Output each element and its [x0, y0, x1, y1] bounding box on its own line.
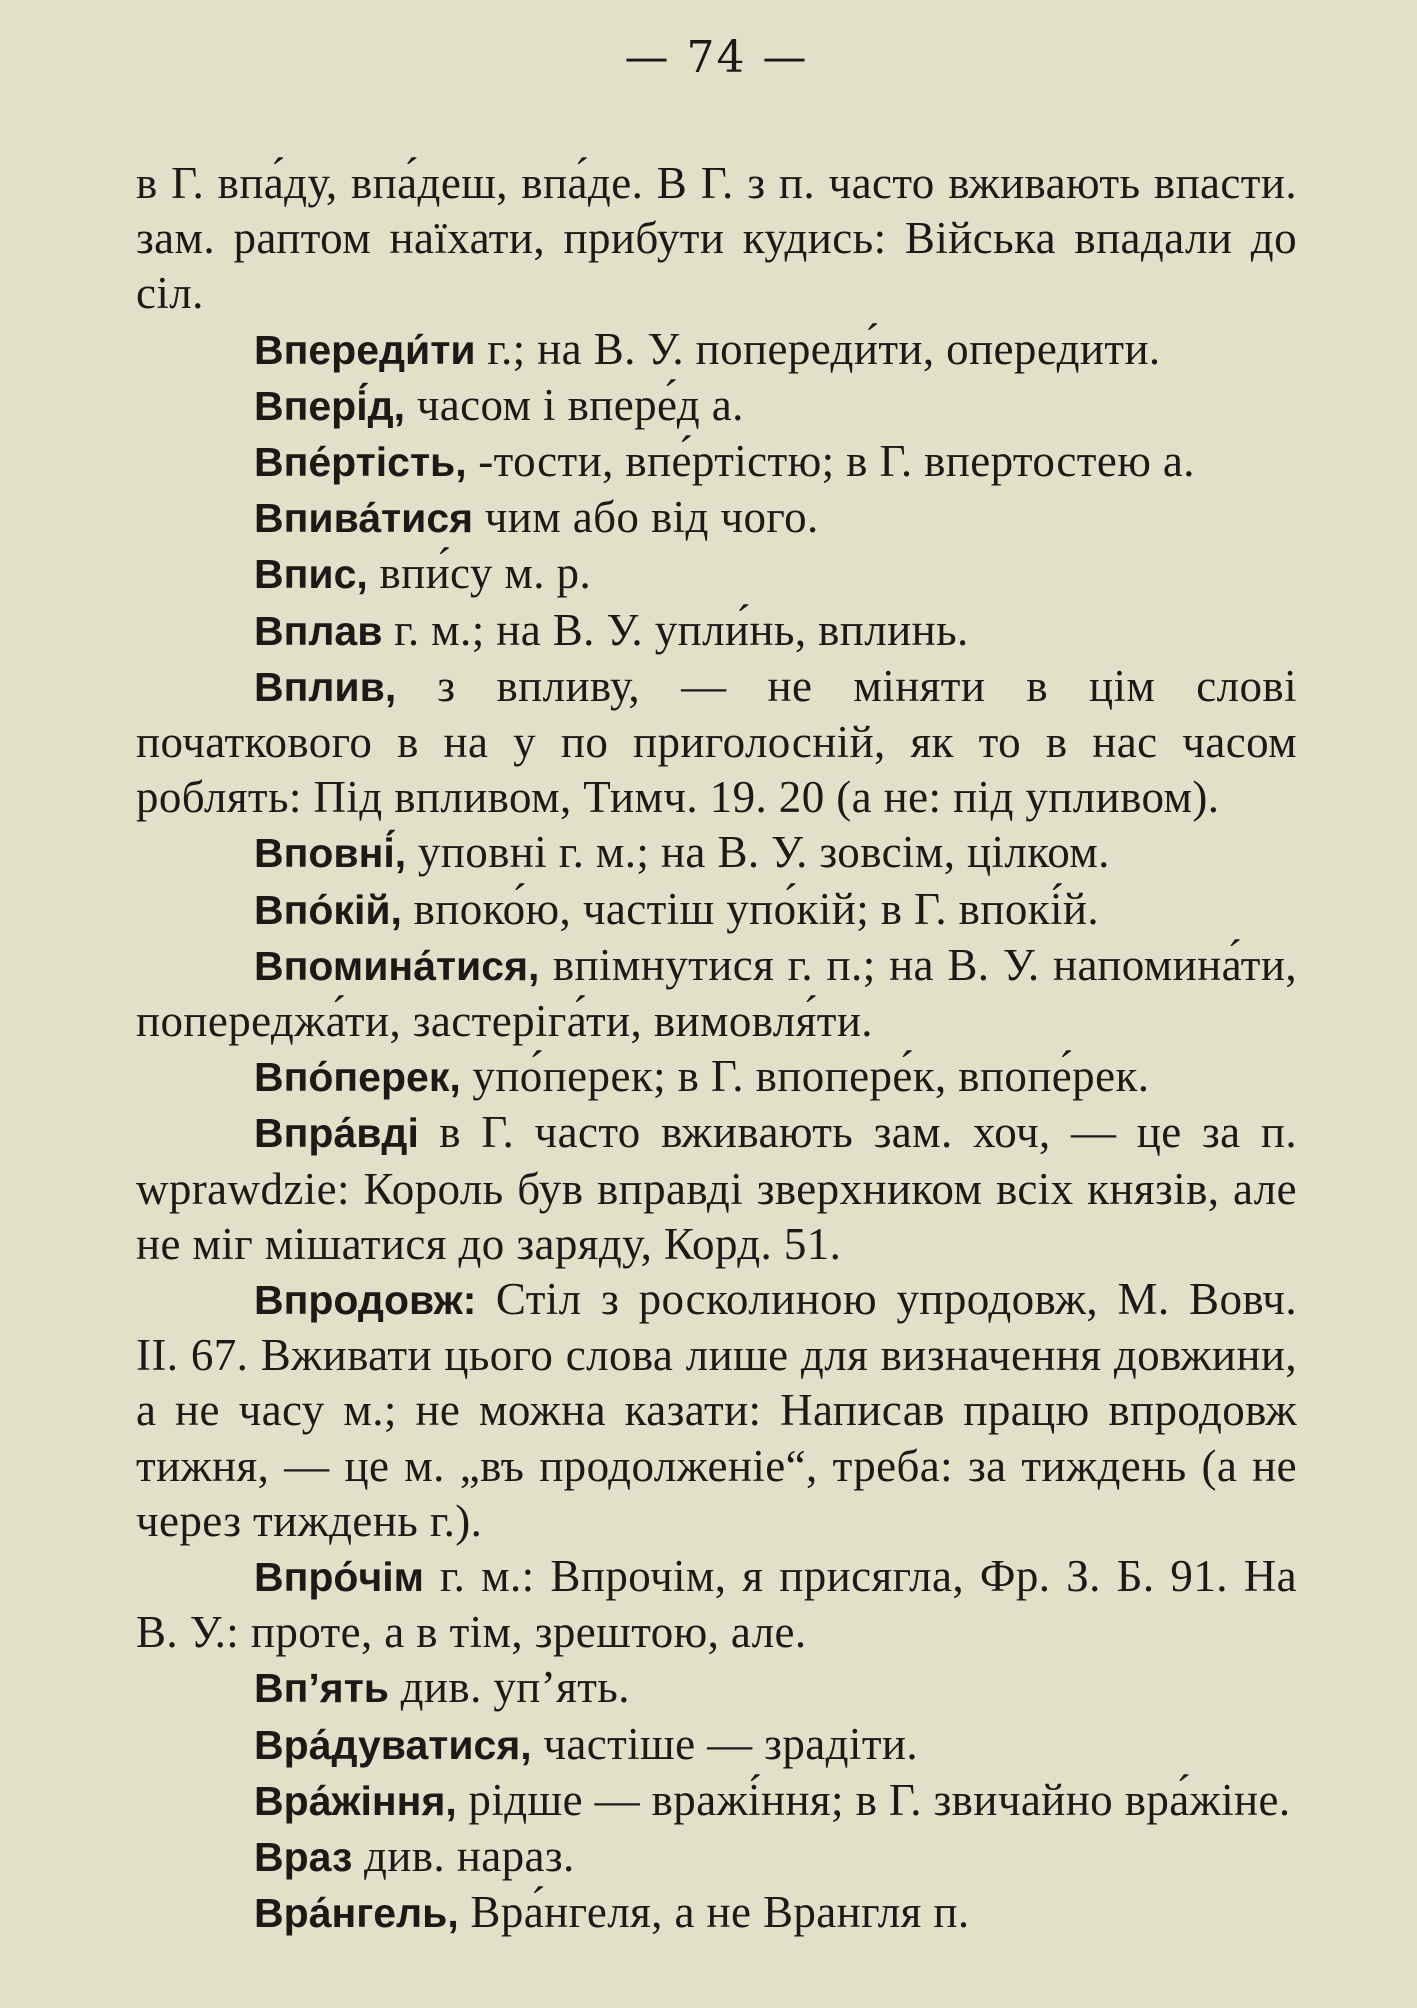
entry-text: Вра́нгеля, а не Врангля п. [470, 1887, 970, 1938]
entry-headword: Впива́тися [254, 495, 474, 542]
entry-headword: Вповні́, [254, 830, 407, 877]
entry-headword: Впо́перек, [254, 1054, 461, 1101]
entry-headword: Впе́ртість, [254, 439, 467, 486]
dictionary-entry [136, 1549, 1297, 1660]
entry-text: г.; на В. У. попереди́ти, опередити. [487, 323, 1161, 374]
entry-headword: Впро́чім [254, 1554, 424, 1601]
dictionary-entry [136, 1717, 1297, 1773]
entry-text: див. уп’ять. [400, 1662, 630, 1713]
entry-text: частіше — зрадіти. [543, 1718, 919, 1769]
dictionary-entry [136, 546, 1297, 602]
entry-headword: Вра́жіння, [254, 1777, 457, 1824]
entry-text: див. нараз. [364, 1831, 575, 1882]
dictionary-entry [136, 1829, 1297, 1885]
dictionary-entry [136, 490, 1297, 546]
entry-headword: Вплив, [254, 663, 397, 710]
entry-headword: Вра́нгель, [254, 1890, 459, 1937]
entry-text: впи́су м. р. [379, 548, 592, 599]
entry-text: -тости, впе́ртістю; в Г. впертостею а. [478, 436, 1195, 487]
page-number: — 74 — [624, 32, 809, 83]
dictionary-entry [136, 1049, 1297, 1105]
dictionary-entry [136, 1773, 1297, 1829]
dictionary-entry [136, 1885, 1297, 1941]
dictionary-entry [136, 378, 1297, 434]
entry-text: г. м.: Впрочім, я присягла, Фр. З. Б. 91. На В. У.: проте, а в тім, зрештою, але. [136, 1551, 1297, 1658]
entry-headword: Впис, [254, 551, 368, 598]
entry-headword: Вплав [254, 607, 383, 654]
dictionary-entry [136, 659, 1297, 826]
entry-headword: Впомина́тися, [254, 942, 540, 989]
entry-headword: Впереди́ти [254, 326, 476, 373]
entry-text: рідше — вражі́ння; в Г. звичайно вра́жіне. [468, 1774, 1291, 1825]
entry-text: впімнутися г. п.; на В. У. напомина́ти, попереджа́ти, застеріга́ти, вимовля́ти. [136, 939, 1298, 1047]
dictionary-entry [136, 938, 1297, 1049]
dictionary-entry [136, 1105, 1297, 1272]
entry-text: Стіл з росколиною упродовж, М. Вовч. II. 67. Вживати цього слова лише для визначення довжини, а не часу м.; не можна казати: Написав працю впродовж тижня, — це м. „въ продолженіе“, треба: за тиждень (а не через тиждень г.). [136, 1274, 1297, 1546]
entry-headword: Враз [254, 1834, 353, 1881]
entry-headword: Впо́кій, [254, 886, 402, 933]
entry-headword: Впродовж: [254, 1277, 477, 1324]
dictionary-entry [136, 603, 1297, 659]
entry-continuation [136, 156, 1297, 322]
entry-headword: Вра́дуватися, [254, 1721, 532, 1768]
entry-text: г. м.; на В. У. упли́нь, вплинь. [394, 604, 969, 655]
entry-text: упо́перек; в Г. впопере́к, впопе́рек. [472, 1051, 1150, 1102]
entry-text: впоко́ю, частіш упо́кій; в Г. впокі́й. [413, 883, 1100, 934]
entry-text: в Г. часто вживають зам. хоч, — це за п. wprawdzie: Король був вправді зверхником всіх князів, але не міг мішатися до заряду, Корд. 51. [136, 1107, 1297, 1269]
dictionary-entry [136, 1272, 1297, 1549]
entry-text: в Г. впа́ду, впа́деш, впа́де. В Г. з п. часто вживають впасти. зам. раптом наїхати, прибути кудись: Війська впадали до сіл. [136, 158, 1297, 319]
entry-text: чим або від чого. [484, 492, 819, 543]
entry-headword: Вп’ять [254, 1665, 389, 1712]
entry-text: часом і впере́д а. [416, 379, 744, 430]
dictionary-entry [136, 434, 1297, 490]
entry-headword: Впері́д, [254, 382, 406, 429]
entry-headword: Впра́вді [254, 1110, 419, 1157]
entry-text: уповні г. м.; на В. У. зовсім, цілком. [417, 827, 1110, 878]
dictionary-text [136, 156, 1297, 1942]
dictionary-entry [136, 1660, 1297, 1716]
entry-text: з впливу, — не міняти в цім слові початкового в на у по приголосній, як то в нас часом роблять: Під впливом, Тимч. 19. 20 (а не: під упливом). [136, 660, 1297, 823]
dictionary-entry [136, 322, 1297, 378]
dictionary-entry [136, 882, 1297, 938]
dictionary-entry [136, 825, 1297, 881]
